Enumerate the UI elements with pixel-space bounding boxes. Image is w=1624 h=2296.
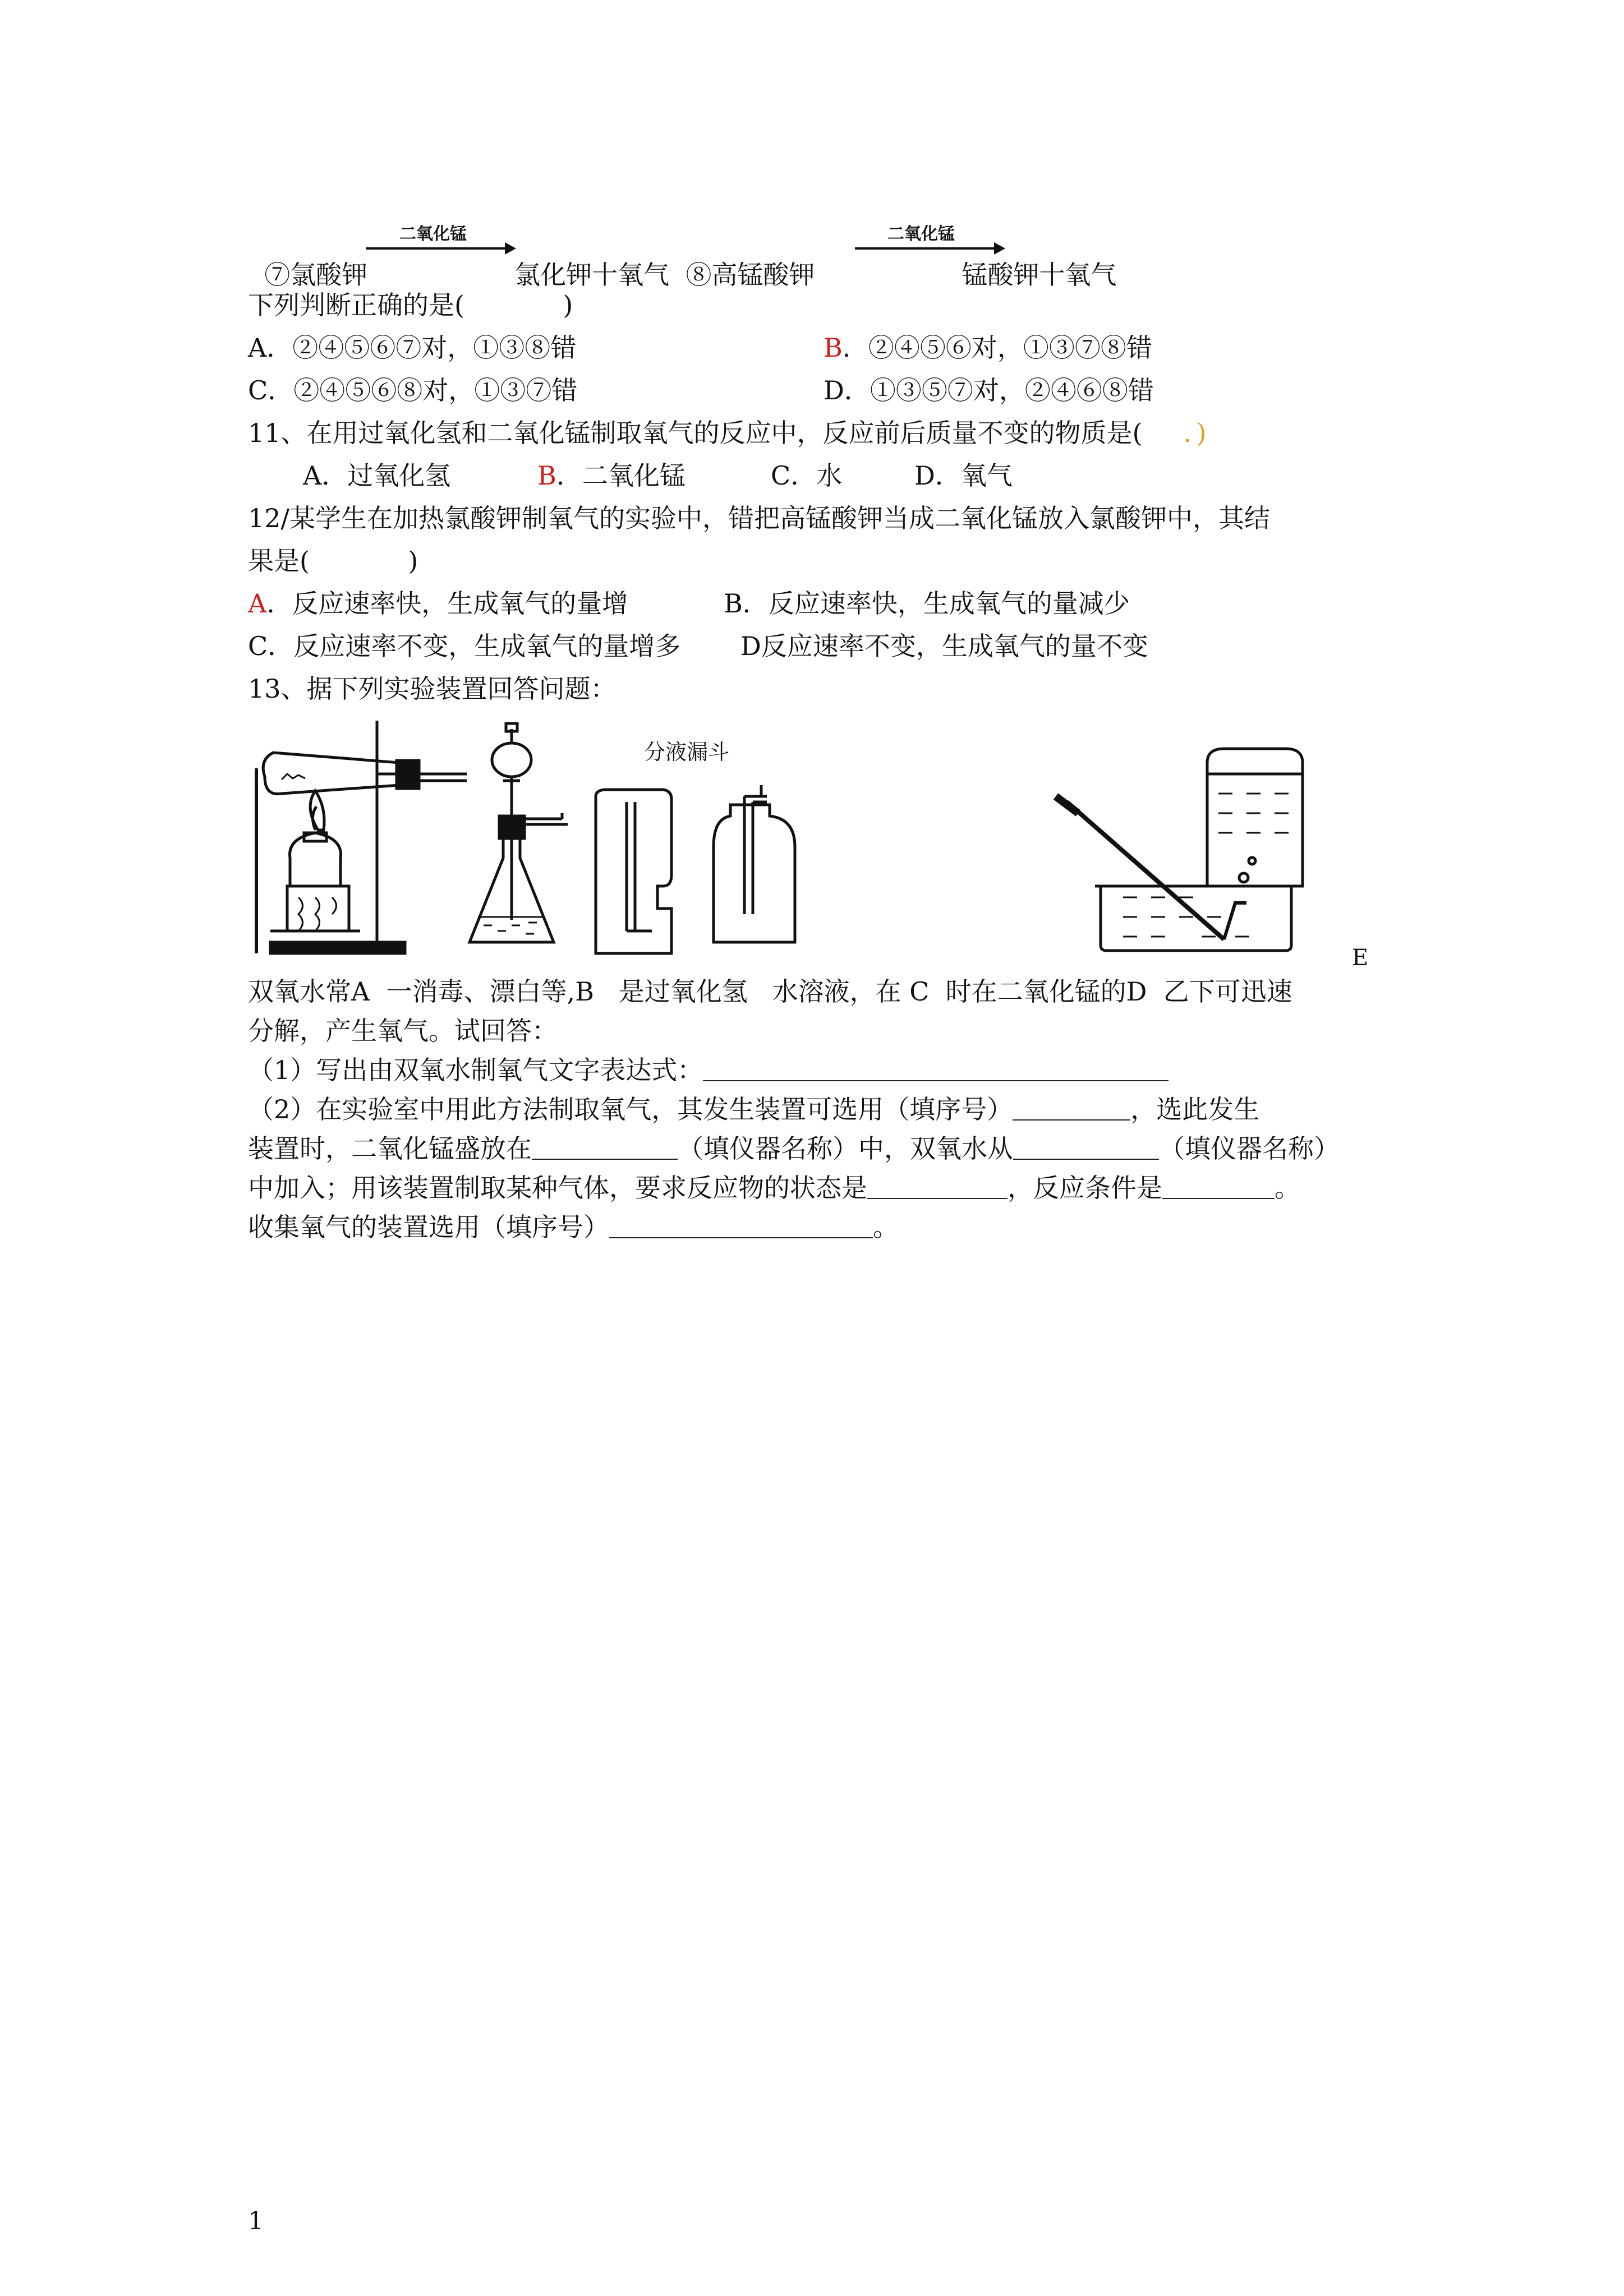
q10-option-b-text: ．②④⑤⑥对，①③⑦⑧错 [842, 333, 1152, 363]
answer-blank-collection[interactable] [609, 1215, 873, 1238]
q12-option-b-b: 反应速率快，生成氧气的量减少 [768, 588, 1130, 619]
q12-option-a-letter: A [248, 588, 267, 619]
q13-part2-c: 装置时，二氧化锰盛放在 [248, 1133, 532, 1164]
q10-stem: 下列判断正确的是( ) [248, 290, 573, 320]
q11-option-b-letter: B [537, 460, 556, 491]
q13-part2-f: （填仪器名称） [1159, 1133, 1340, 1164]
q13-part2-a: （2）在实验室中用此方法制取氧气，其发生装置可选用（填序号） [248, 1094, 1013, 1124]
q13-part2-line2 [248, 1132, 1340, 1165]
q13-part2-d: （填仪器名称）中， [678, 1133, 910, 1164]
q10-option-a: A．②④⑤⑥⑦对，①③⑧错 [248, 333, 577, 363]
q13-part2-g: 中加入；用该装置制取某种气体，要求反应物的状态是 [248, 1173, 867, 1203]
apparatus-e-water-trough [1056, 749, 1303, 951]
item7-product: 氯化钾十氧气 [514, 260, 670, 290]
q12-option-b [724, 587, 1130, 620]
q13-part2-line3 [248, 1171, 1300, 1205]
q11-stem [248, 416, 1207, 450]
q13-desc-line2: 分解，产生氧气。试回答： [248, 1016, 558, 1046]
q11-stem-end: ．) [1183, 418, 1207, 448]
apparatus-figure [248, 718, 1392, 965]
q13-part2-j: 收集氧气的装置选用（填序号） [248, 1212, 609, 1242]
q12-stem-a: 12/某学生在加热氯酸钾制氧气的实验中，错 [248, 503, 755, 533]
q13-part1-text: （1）写出由双氧水制氧气文字表达式： [248, 1055, 703, 1085]
apparatus-b-flask [470, 723, 568, 942]
q13-part2-b: ，选此发生 [1130, 1094, 1260, 1124]
page-number: 1 [248, 2207, 264, 2235]
q11-stem-text: 11、在用过氧化氢和二氧化锰制取氧气的反应中，反应前后质量不变的物质是( [248, 418, 1184, 448]
q13-part2-i: 。 [1275, 1173, 1300, 1203]
q10-option-b [823, 331, 1152, 365]
answer-blank-condition[interactable] [1162, 1175, 1275, 1199]
funnel-label: 分液漏斗 [644, 740, 730, 764]
q12-stem-b: 把高锰酸钾当成二氧化锰放入氯酸钾中，其结 [754, 503, 1271, 533]
q10-option-d: D．①③⑤⑦对，②④⑥⑧错 [823, 375, 1154, 405]
catalyst-label-1: 二氧化锰 [399, 224, 467, 244]
q12-option-a-text: ．反应速率快，生成氧气的量增 [266, 588, 628, 619]
q12-option-d: D反应速率不变，生成氧气的量不变 [740, 631, 1148, 661]
q13-part2-h: ，反应条件是 [1007, 1173, 1162, 1203]
item7-reactant: ⑦氯酸钾 [264, 260, 368, 290]
apparatus-c-bottle [596, 790, 671, 953]
q13-desc-line1 [248, 975, 1292, 1008]
figure-label-e: E [1352, 945, 1369, 971]
q13-desc-1: 双氧水 [248, 976, 325, 1007]
q11-option-b [537, 459, 686, 492]
q12-option-c: C．反应速率不变，生成氧气的量增多 [248, 631, 681, 661]
q13-part2-line1 [248, 1092, 1259, 1126]
item8-reactant: ⑧高锰酸钾 [686, 260, 815, 290]
q10-option-b-letter: B [823, 333, 843, 363]
q13-part2-k: 。 [873, 1212, 899, 1242]
answer-blank-reactant-state[interactable] [867, 1175, 1007, 1199]
q12-option-b-a: B． [724, 588, 769, 619]
apparatus-a-heating [256, 721, 467, 953]
catalyst-label-2: 二氧化锰 [887, 224, 955, 244]
apparatus-d-bottle [714, 785, 795, 942]
q13-part2-e: 双氧水从 [910, 1133, 1013, 1164]
q11-option-b-text: ．二氧化锰 [556, 460, 686, 491]
q11-option-d: D．氧气 [914, 460, 1013, 491]
answer-blank-mno2-vessel[interactable] [532, 1136, 678, 1160]
item8-product: 锰酸钾十氧气 [961, 260, 1117, 290]
q13-stem: 13、据下列实验装置回答问题： [248, 674, 617, 704]
q13-part2-line4 [248, 1210, 899, 1244]
q13-part1 [248, 1053, 1168, 1087]
answer-blank-h2o2-vessel[interactable] [1013, 1136, 1159, 1160]
q12-stem-line1 [248, 501, 1270, 535]
q12-stem-line2: 果是( ) [248, 546, 418, 576]
q12-option-a [248, 587, 628, 620]
q11-option-a: A．过氧化氢 [303, 460, 451, 491]
q13-desc-2: 常A 一消毒、漂白等,B 是过氧化氢 水溶液，在 C 时在二氧化锰的D 乙下可迅速 [325, 976, 1292, 1007]
q11-option-c: C．水 [771, 460, 843, 491]
q10-option-c: C．②④⑤⑥⑧对，①③⑦错 [248, 375, 578, 405]
answer-blank-expression[interactable] [703, 1058, 1168, 1081]
answer-blank-device[interactable] [1013, 1097, 1130, 1121]
